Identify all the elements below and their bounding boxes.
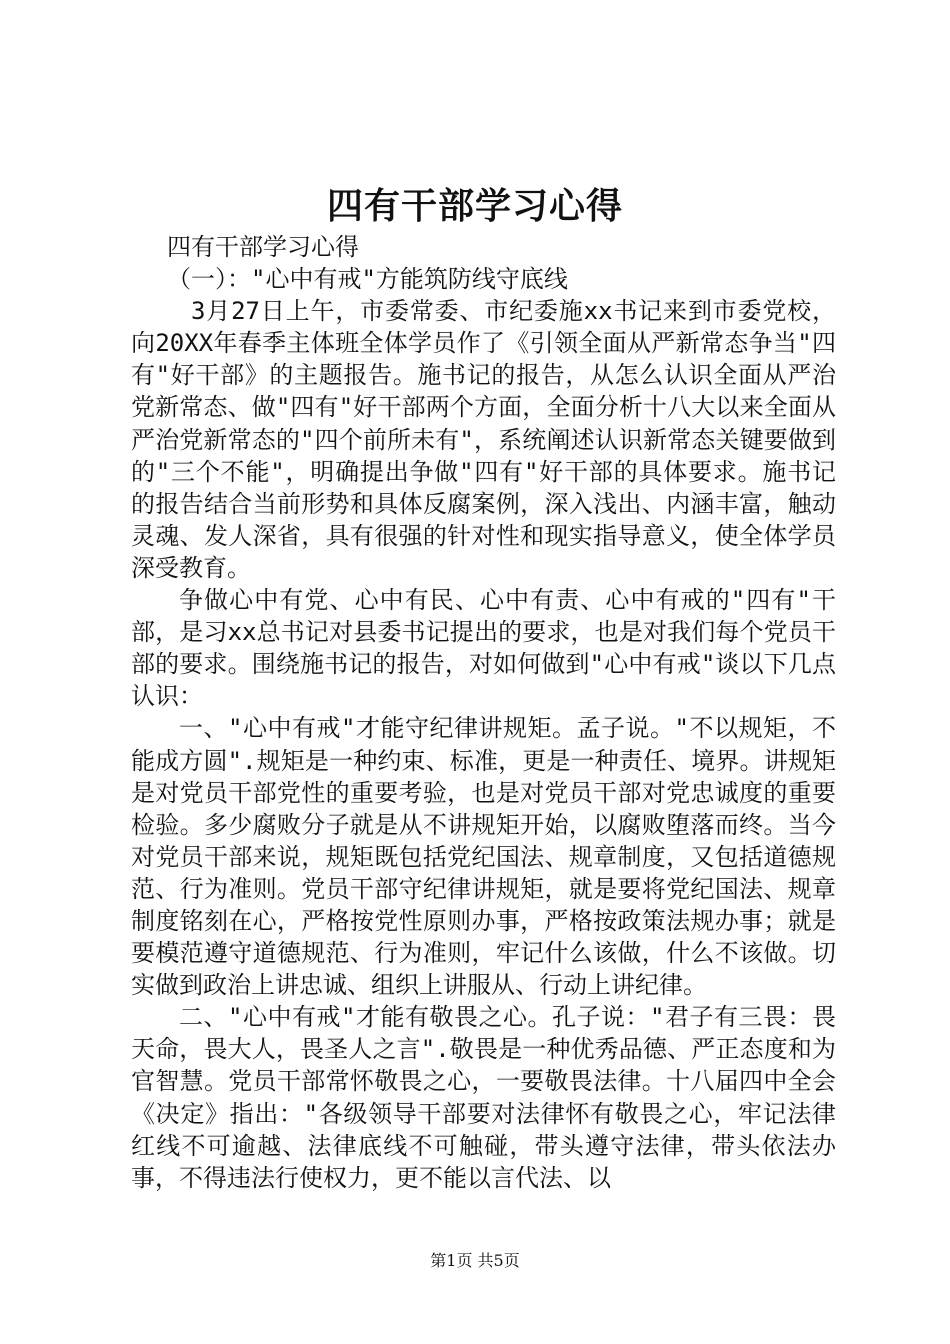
page-footer: 第1页 共5页 [430,1251,520,1270]
document-subtitle: 四有干部学习心得 [167,233,359,261]
document-title: 四有干部学习心得 [326,185,623,227]
document-body [131,231,836,1194]
paragraph: 3月27日上午，市委常委、市纪委施xx书记来到市委党校，向20XX年春季主体班全体学员作了《引领全面从严新常态争当"四有"好干部》的主题报告。施书记的报告，从怎么认识全面从严治党新常态、做"四有"好干部两个方面，全面分析十八大以来全面从严治党新常态的"四个前所未有"，系统阐述认识新常态关键要做到的"三个不能"，明确提出争做"四有"好干部的具体要求。施书记的报告结合当前形势和具体反腐案例，深入浅出、内涵丰富，触动灵魂、发人深省，具有很强的针对性和现实指导意义，使全体学员深受教育。 [131,297,836,582]
paragraph: 一、"心中有戒"才能守纪律讲规矩。孟子说。"不以规矩，不能成方圆".规矩是一种约束、标准，更是一种责任、境界。讲规矩是对党员干部党性的重要考验，也是对党员干部对党忠诚度的重要检验。多少腐败分子就是从不讲规矩开始，以腐败堕落而终。当今对党员干部来说，规矩既包括党纪国法、规章制度，又包括道德规范、行为准则。党员干部守纪律讲规矩，就是要将党纪国法、规章制度铭刻在心，严格按党性原则办事，严格按政策法规办事；就是要模范遵守道德规范、行为准则，牢记什么该做，什么不该做。切实做到政治上讲忠诚、组织上讲服从、行动上讲纪律。 [131,714,836,1000]
section-heading: （一）："心中有戒"方能筑防线守底线 [167,265,568,294]
paragraph: 二、"心中有戒"才能有敬畏之心。孔子说："君子有三畏：畏天命，畏大人，畏圣人之言".敬畏是一种优秀品德、严正态度和为官智慧。党员干部常怀敬畏之心，一要敬畏法律。十八届四中全会《决定》指出："各级领导干部要对法律怀有敬畏之心，牢记法律红线不可逾越、法律底线不可触碰，带头遵守法律，带头依法办事，不得违法行使权力，更不能以言代法、以 [131,1003,836,1192]
paragraph: 争做心中有党、心中有民、心中有责、心中有戒的"四有"干部，是习xx总书记对县委书记提出的要求，也是对我们每个党员干部的要求。围绕施书记的报告，对如何做到"心中有戒"谈以下几点认识： [131,586,836,711]
